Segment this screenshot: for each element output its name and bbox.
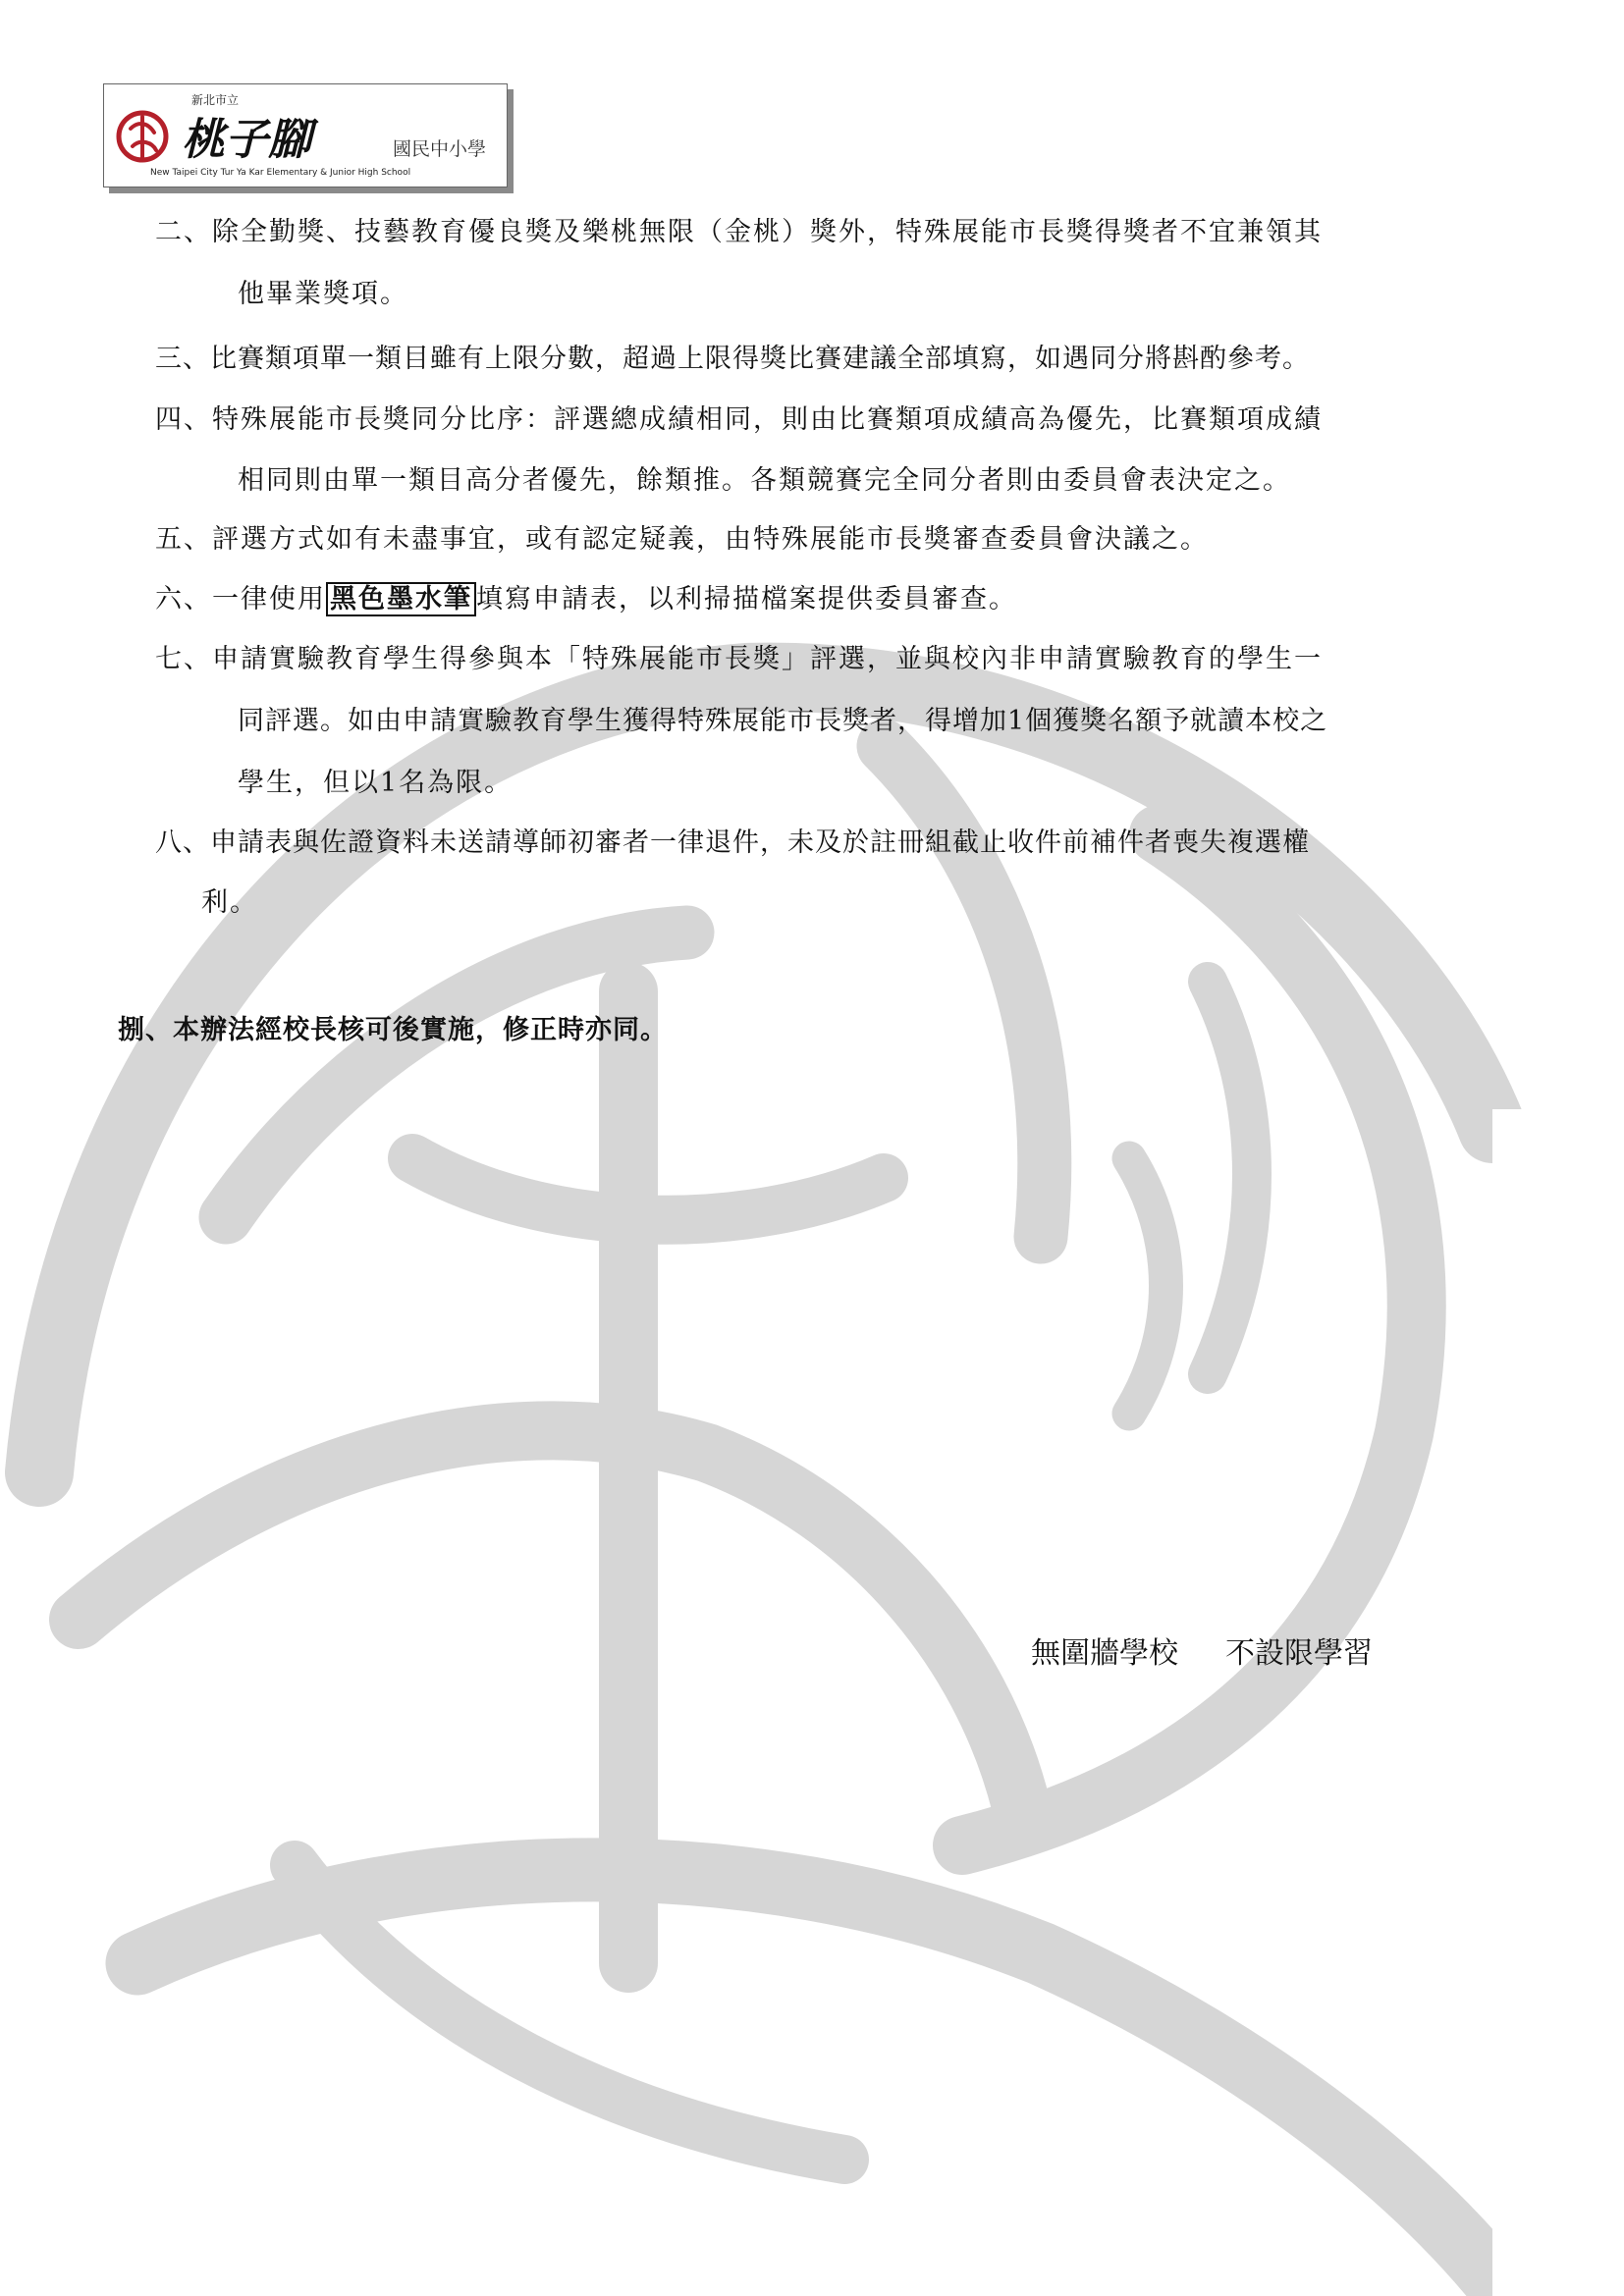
item-7-line-2: 同評選。如由申請實驗教育學生獲得特殊展能市長獎者，得增加1個獲獎名額予就讀本校之 xyxy=(238,706,1328,736)
item-6-prefix: 六、一律使用 xyxy=(155,584,326,614)
item-6-line-1 xyxy=(155,583,1017,616)
item-7-line-1: 七、申請實驗教育學生得參與本「特殊展能市長獎」評選，並與校內非申請實驗教育的學生一 xyxy=(155,644,1323,674)
item-8-line-2: 利。 xyxy=(201,887,258,918)
item-6-highlight: 黑色墨水筆 xyxy=(326,582,476,616)
final-statement: 捌、本辦法經校長核可後實施，修正時亦同。 xyxy=(118,1015,668,1045)
city-label: 新北市立 xyxy=(191,93,240,107)
footer-slogan xyxy=(1031,1629,1373,1672)
slogan-part-1: 無圍牆學校 xyxy=(1031,1636,1178,1671)
school-english-name: New Taipei City Tur Ya Kar Elementary & Junior High School xyxy=(150,168,411,178)
item-7-line-3: 學生，但以1名為限。 xyxy=(238,768,514,798)
item-6-suffix: 填寫申請表，以利掃描檔案提供委員審查。 xyxy=(476,584,1017,614)
school-name-text: 桃子腳 xyxy=(182,115,311,165)
item-3-line-1: 三、比賽類項單一類目雖有上限分數，超過上限得獎比賽建議全部填寫，如遇同分將斟酌參考。 xyxy=(155,344,1310,374)
peach-emblem-icon xyxy=(113,107,172,166)
school-type-label: 國民中小學 xyxy=(393,138,487,160)
item-4-line-1: 四、特殊展能市長獎同分比序：評選總成績相同，則由比賽類項成績高為優先，比賽類項成績 xyxy=(155,404,1323,435)
item-5-line-1: 五、評選方式如有未盡事宜，或有認定疑義，由特殊展能市長獎審查委員會決議之。 xyxy=(155,524,1209,555)
item-2-line-2: 他畢業獎項。 xyxy=(238,279,408,309)
school-logo-header xyxy=(103,83,514,193)
item-4-line-2: 相同則由單一類目高分者優先，餘類推。各類競賽完全同分者則由委員會表決定之。 xyxy=(238,465,1291,496)
slogan-part-2: 不設限學習 xyxy=(1225,1636,1373,1671)
item-8-line-1: 八、申請表與佐證資料未送請導師初審者一律退件，未及於註冊組截止收件前補件者喪失複選權 xyxy=(155,828,1310,858)
item-2-line-1: 二、除全勤獎、技藝教育優良獎及樂桃無限（金桃）獎外，特殊展能市長獎得獎者不宜兼領其 xyxy=(155,217,1323,247)
school-name-logo xyxy=(180,111,356,166)
